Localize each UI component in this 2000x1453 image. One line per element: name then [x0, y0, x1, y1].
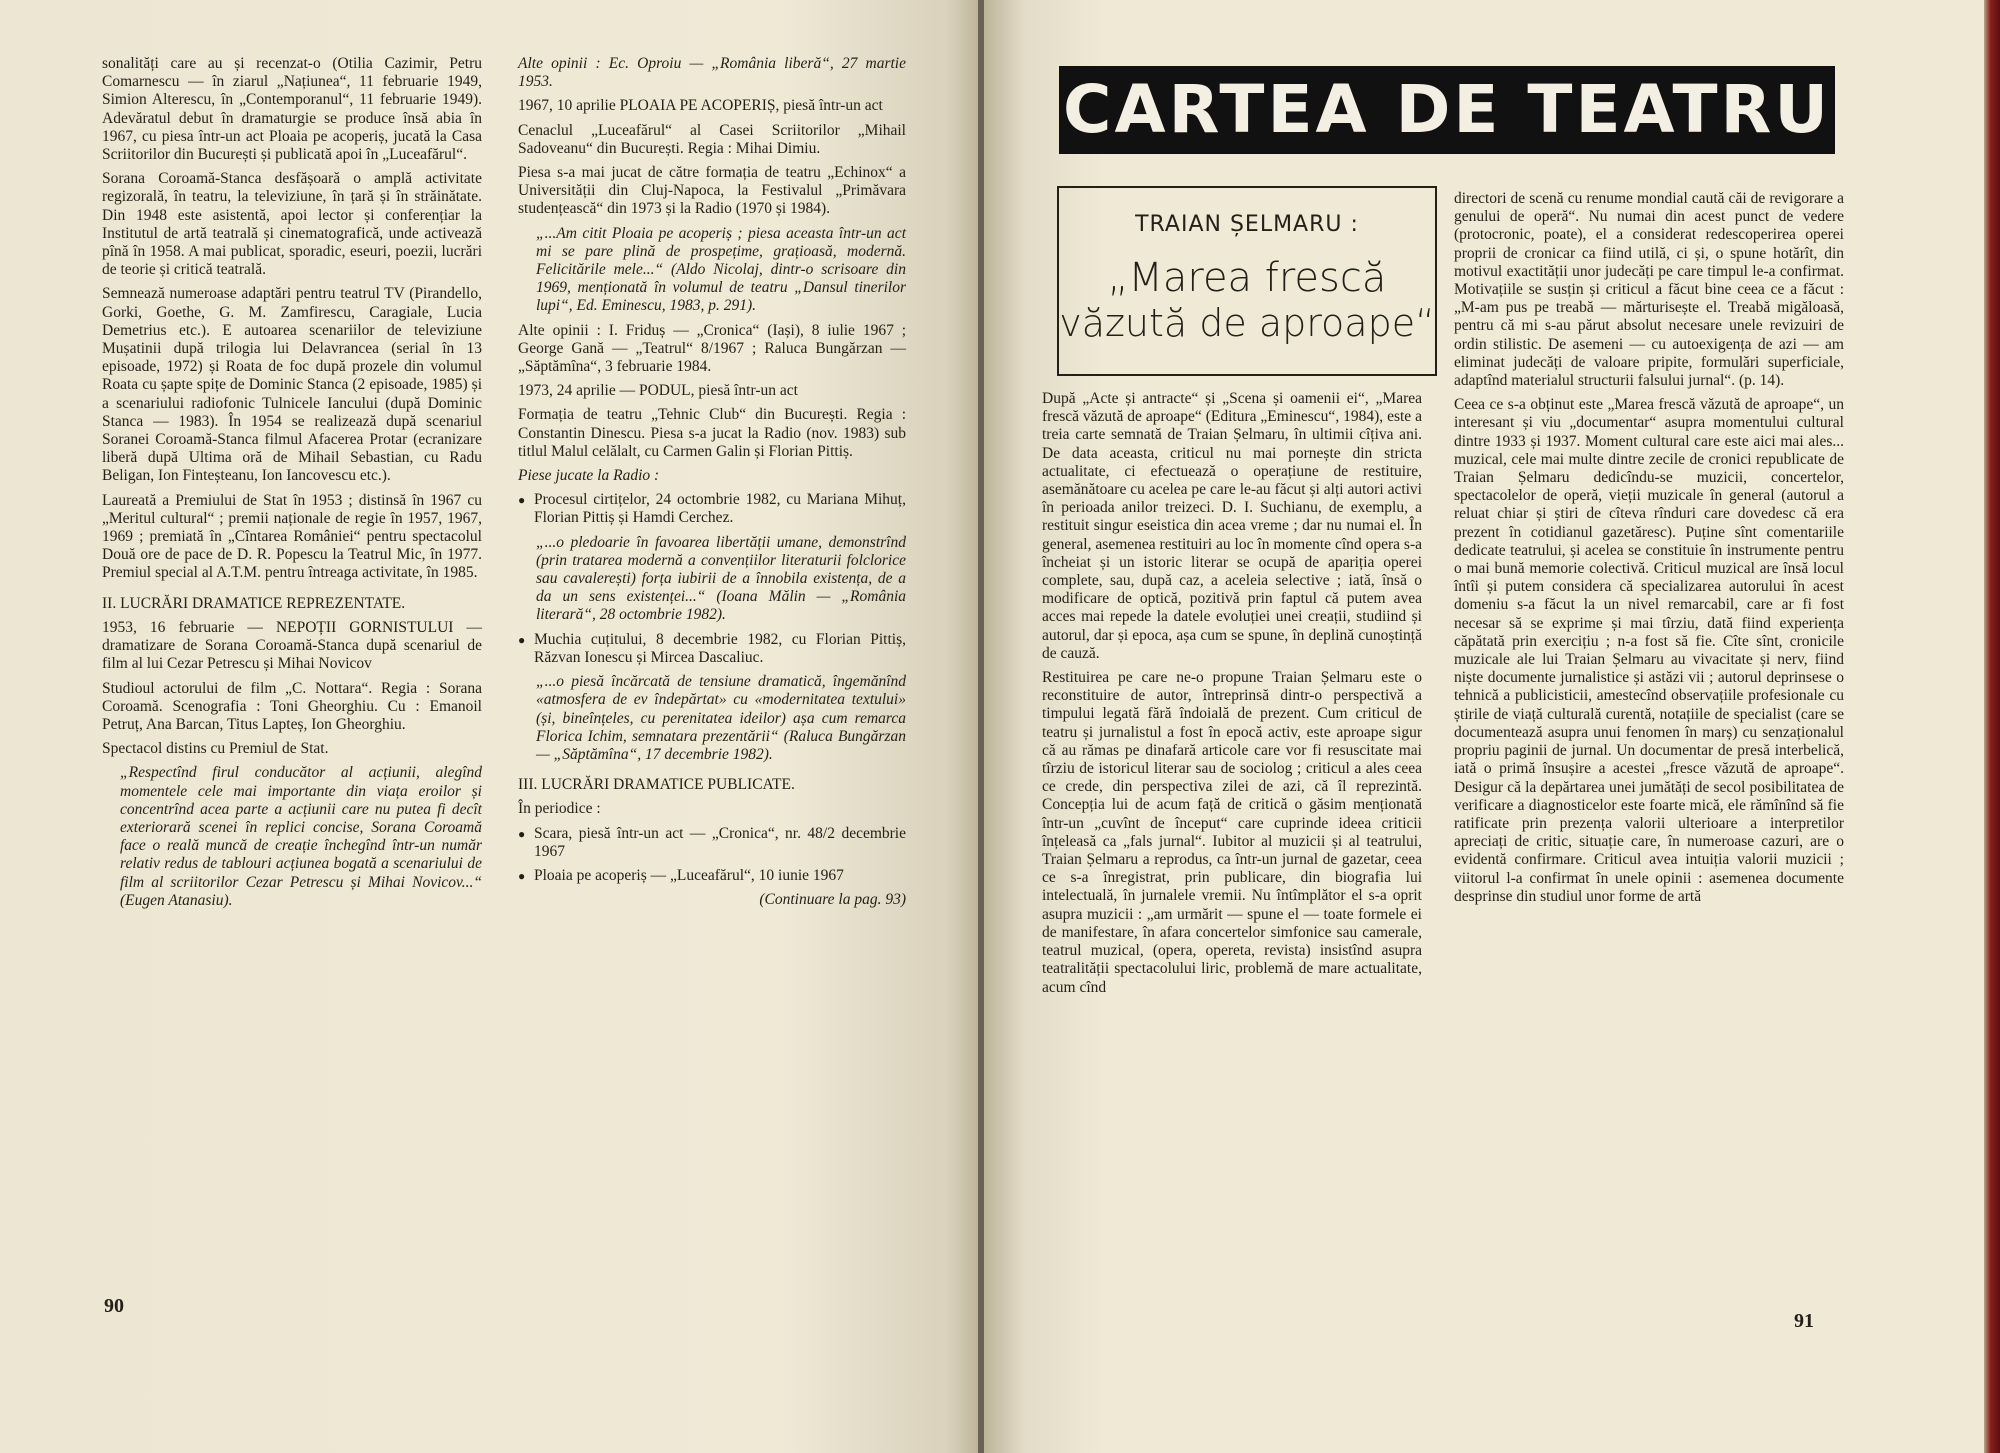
paragraph: Spectacol distins cu Premiul de Stat.: [102, 740, 329, 758]
paragraph: Studioul actorului de film „C. Nottara“. Regia : Sorana Coroamă. Scenografia : Toni Gheorghiu. Cu : Emanoil Petruț, Ana Barcan, Titus Lapteș, Ion Gheorghiu.: [102, 679, 482, 733]
paragraph: Piesa s-a mai jucat de către formația de teatru „Echinox“ a Universității din Cluj-Napoca, la Festivalul „Primăvara studențească“ din 1973 și la Radio (1970 și 1984).: [518, 164, 906, 218]
book-binding-edge: [1984, 0, 2000, 1453]
list-item: ● Ploaia pe acoperiș — „Luceafărul“, 10 iunie 1967: [518, 867, 906, 885]
paragraph: Laureată a Premiului de Stat în 1953 ; distinsă în 1967 cu „Meritul cultural“ ; premii naționale de regie în 1957, 1967, 1969 ; premiată în „Cîntarea României“ pentru spectacolul Două ore de pace de D. R. Popescu la Teatrul Mic, în 1977. Premiul special al A.T.M. pentru întreaga activitate, în 1985.: [102, 491, 482, 582]
paragraph: Cenaclul „Luceafărul“ al Casei Scriitorilor „Mihail Sadoveanu“ din București. Regia : Mihai Dimiu.: [518, 121, 906, 157]
paragraph: După „Acte și antracte“ și „Scena și oamenii ei“, „Marea frescă văzută de aproape“ (Editura „Eminescu“, 1984), este a treia carte semnată de Traian Șelmaru, în ultimii cîțiva ani. De data aceasta, criticul nu mai pornește din stricta actualitate, ci efectuează o operațiune de restituire, asemănătoare cu acelea pe care le-au făcut și alți autori activi în perioada anilor treizeci. D. I. Suchianu, de exemplu, a restituit singur eseistica din acea vreme ; dar nu numai el. În general, asemenea restituiri au loc în momente cînd opera s-a încheiat și un istoric literar se ocupă de apariția operei complete, sau, după caz, a aceleia selective ; iată, însă o modificare de optică, pozitivă prin faptul că putem avea acces mai repede la datele evoluției unei creații, studiind și autorul, dar și epoca, așa cum se spune, în deplină cunoștință de cauză.: [1042, 390, 1422, 662]
section-banner: CARTEA DE TEATRU: [1059, 66, 1835, 154]
section-heading: II. LUCRĂRI DRAMATICE REPREZENTATE.: [102, 594, 406, 612]
quote: „Respectînd firul conducător al acțiunii, alegînd momentele cele mai importante din viața eroilor și concentrînd acea parte a acțiunii care nu putea fi decît exteriorară scenei în replici concise, Sorana Coroamă face o reală muncă de creație închegînd într-un număr relativ redus de tablouri acțiunea bogată a scenariului de film al scriitorilor Cezar Petrescu și Mihai Novicov...“ (Eugen Atanasiu).: [120, 764, 482, 909]
article-title-line-2: văzută de aproape“: [1059, 301, 1435, 345]
article-title-box: [1057, 186, 1437, 376]
paragraph: Ceea ce s-a obținut este „Marea frescă văzută de aproape“, un interesant și viu „documentar“ asupra momentului cultural dintre 1933 și 1937. Moment cultural care este aici mai ales... muzical, cele mai multe dintre zecile de cronici republicate de Traian Șelmaru dedicîndu-se muzicii, concertelor, spectacolelor de operă, vieții muzicale în general (autorul a reluat chiar și știri de cîteva rînduri care dovedesc că era prezent în cotidianul gazetăresc). Puține sînt comentariile dedicate teatrului, și acelea se constituie în instrumente pentru o mai bună memorie colectivă. Criticul muzical are însă locul întîi și putem considera că specializarea autorului în acest domeniu s-a făcut la un nivel remarcabil, care ar fi fost necesar să se exprime și mai tîrziu, dată fiind experiența căpătată prin exercițiu ; n-a fost să fie. Cîte sînt, cronicile muzicale ale lui Traian Șelmaru au vivacitate și nerv, fiind niște documente jurnalistice și astăzi vii ; autorul deprinsese o tehnică a publicisticii, amestecînd observațiile profesionale cu știrile de viață culturală curentă, notațiile de specialist (care se documentează asupra unui fenomen în marș) cu senzaționalul propriu paginii de jurnal. Un documentar de presă interbelică, iată o primă însușire a acestei „frescе văzută de aproape“. Desigur că la depărtarea unei jumătăți de secol posibilitatea de verificare a diagnosticelor este foarte mică, ele rămînînd să fie ratificate prin prezența valorii ulterioare a interpretilor apreciați de critic, situație care, în numeroase cazuri, are o evidentă confirmare. Criticul avea intuiția valorii muzicii ; viitorul l-a confirmat în unele opinii : asemenea documente desprinse din studiul unor forme de artă: [1454, 396, 1844, 905]
left-column-1: [102, 55, 482, 916]
paragraph: Alte opinii : Ec. Oproiu — „România liberă“, 27 martie 1953.: [518, 55, 906, 91]
continuation-note: (Continuare la pag. 93): [759, 891, 906, 909]
article-title-line-1: „Marea frescă: [1107, 255, 1387, 301]
paragraph: sonalități care au și recenzat-o (Otilia Cazimir, Petru Comarnescu — în ziarul „Națiunea“, 11 februarie 1949, Simion Alterescu, în „Contemporanul“, 11 februarie 1949). Adevăratul debut în dramaturgie se produce însă abia în 1967, cu piesa într-un act Ploaia pe acoperiș, jucată la Casa Scriitorilor din București și publicată apoi în „Luceafărul“.: [102, 55, 482, 164]
subheading: În periodice :: [518, 800, 601, 818]
right-column-2: [1454, 190, 1844, 912]
article-author: TRAIAN ȘELMARU :: [1135, 212, 1359, 237]
paragraph: Restituirea pe care ne-o propune Traian Șelmaru este o reconstituire de autor, întreprinsă dintr-o perspectivă a timpului legată fără îndoială de prezent. Cum criticul de teatru și jurnalistul a fost în epocă activ, este aproape sigur că au rămas pe dinafară articole care vor fi resuscitate mai tîrziu de istoricul literar sau de sociolog ; criticul a ales ceea ce crede, din perspectiva zilei de azi, că îl reprezintă. Concepția lui de acum față de critică o găsim menționată într-un „cuvînt de început“ care cuprinde ideea criticii înțeleasă ca „fals jurnal“. Iubitor al muzicii și al teatrului, Traian Șelmaru a reprodus, ca într-un jurnal de gazetar, ceea ce s-a înregistrat, prin publicare, din biografia lui intelectuală, în jurnalele vremii. Nu întîmplător el s-a oprit asupra muzicii : „am urmărit — spune el — toate formele ei de manifestare, în afara concertelor simfonice sau camerale, teatrul muzical, (opera, opereta, revista) insistînd asupra teatralității spectacolului liric, problemă de mare actualitate, acum cînd: [1042, 669, 1422, 996]
quote: „...Am citit Ploaia pe acoperiș ; piesa aceasta într-un act mi se pare plină de prospețime, grațioasă, modernă. Felicitările mele...“ (Aldo Nicolaj, dintr-o scrisoare din 1969, menționată în volumul de teatru „Dansul tinerilor lupi“, Ed. Eminescu, 1983, p. 291).: [536, 224, 906, 315]
paragraph: Sorana Coroamă-Stanca desfășoară o amplă activitate regizorală, în teatru, la televiziune, în țară și în străinătate. Din 1948 este asistentă, apoi lector și conferențiar la Institutul de artă teatrală și cinematografică, unde activează pînă în 1958. A mai publicat, sporadic, eseuri, poezii, lucrări de teorie și critică teatrală.: [102, 170, 482, 279]
paragraph: 1953, 16 februarie — NEPOȚII GORNISTULUI — dramatizare de Sorana Coroamă-Stanca după scenariul de film al lui Cezar Petrescu și Mihai Novicov: [102, 618, 482, 673]
paragraph: Alte opinii : I. Friduș — „Cronica“ (Iași), 8 iulie 1967 ; George Gană — „Teatrul“ 8/1967 ; Raluca Bungărzan — „Săptămîna“, 3 februarie 1984.: [518, 321, 906, 376]
section-heading: III. LUCRĂRI DRAMATICE PUBLICATE.: [518, 776, 795, 794]
paragraph: directori de scenă cu renume mondial caută căi de revigorare a genului de operă“. Nu numai din acest punct de vedere (protocronic, poate), el a considerat redescoperirea operei proprii de cronicar ca fiind utilă, ci și, o spune hotărît, din motivul exactității unor judecăți pe care timpul le-a confirmat. Motivațiile se susțin și criticul a făcut bine ceea ce a făcut : „M-am pus pe treabă — mărturisește el. Treabă migăloasă, pentru că mi s-au părut absolut necesare unele revizuiri de ordin stilistic. De asemeni — cu autoexigența de azi — am eliminat judecăți de valoare pripite, formulări superficiale, adaptînd materialul structurii falsului jurnal“. (p. 14).: [1454, 190, 1844, 390]
page-number: 91: [1794, 1310, 1814, 1332]
list-item: ● Scara, piesă într-un act — „Cronica“, nr. 48/2 decembrie 1967: [518, 825, 906, 861]
quote: „...o pledoarie în favoarea libertății umane, demonstrînd (prin tratarea modernă a convențiilor literaturii folclorice sau cavalerești) forța iubirii de a înnobila existența, de a da un sens existenței...“ (Ioana Mălin — „România literară“, 28 octombrie 1982).: [536, 533, 906, 624]
list-item: ● Procesul cirtițelor, 24 octombrie 1982, cu Mariana Mihuț, Florian Pittiș și Hamdi Cerchez.: [518, 491, 906, 527]
quote: „...o piesă încărcată de tensiune dramatică, îngemănînd «atmosfera de ev îndepărtat» cu «modernitatea textului» (și, bineînțeles, cu perenitatea ideilor) așa cum remarca Florica Ichim, semnatara prezentării“ (Raluca Bungărzan — „Săptămîna“, 17 decembrie 1982).: [536, 673, 906, 763]
paragraph: 1967, 10 aprilie PLOAIA PE ACOPERIȘ, piesă într-un act: [518, 97, 883, 115]
page-number: 90: [104, 1295, 124, 1317]
subheading: Piese jucate la Radio :: [518, 467, 660, 485]
left-column-2: [518, 55, 906, 915]
paragraph: Formația de teatru „Tehnic Club“ din București. Regia : Constantin Dinescu. Piesa s-a jucat la Radio (nov. 1983) sub titlul Malul celălalt, cu Carmen Galin și Florian Pittiș.: [518, 406, 906, 460]
paragraph: 1973, 24 aprilie — PODUL, piesă într-un act: [518, 382, 798, 400]
paragraph: Semnează numeroase adaptări pentru teatrul TV (Pirandello, Gorki, Goethe, G. M. Zamfirescu, Caragiale, Lucia Demetrius etc.). E autoarea scenariilor de televiziune Mușatinii după trilogia lui Delavrancea (serial în 13 episoade, 1972) și Roata de foc după prozele din volumul Roata cu șapte spițe de Dominic Stanca (2 episoade, 1985) și a scenariului radiofonic Tulnicele Iancului (după Dominic Stanca — 1983). În 1954 se realizează după scenariul Soranei Coroamă-Stanca filmul Afacerea Protar (ecranizare liberă după Ultima oră de Mihail Sebastian, cu Radu Beligan, Ion Finteșteanu, Ion Iancovescu etc.).: [102, 285, 482, 485]
list-item: ● Muchia cuțitului, 8 decembrie 1982, cu Florian Pittiș, Răzvan Ionescu și Mircea Dascaliuc.: [518, 631, 906, 667]
right-column-1: [1042, 390, 1422, 1003]
left-page: [0, 0, 978, 1453]
